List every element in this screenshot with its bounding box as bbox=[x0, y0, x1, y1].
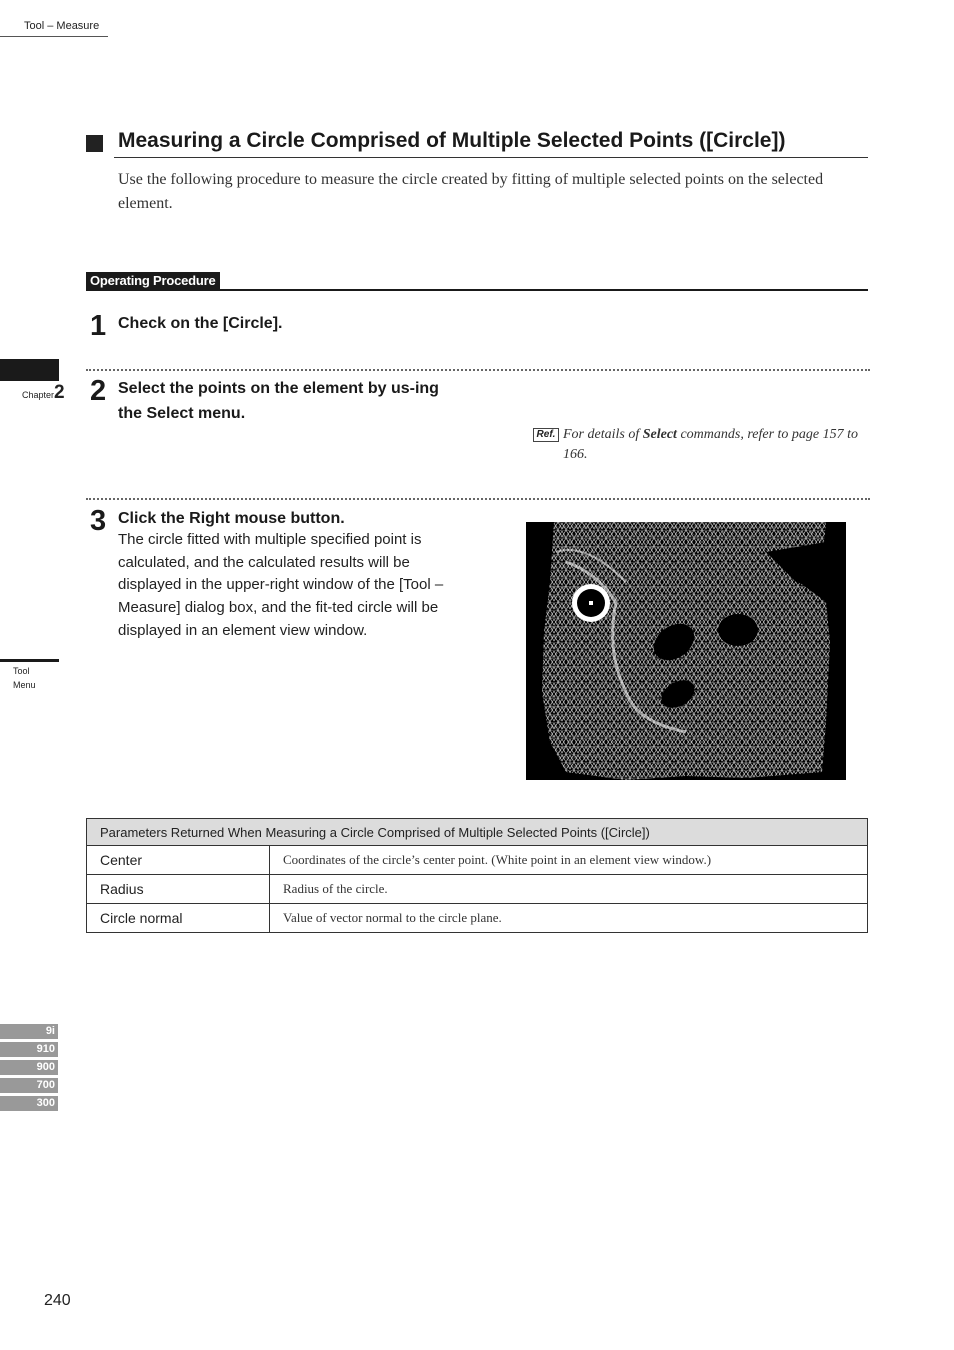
chapter-word: Chapter bbox=[22, 390, 55, 400]
step-2-title: Select the points on the element by us-ing the Select menu. bbox=[118, 380, 439, 422]
table-header: Parameters Returned When Measuring a Circle Comprised of Multiple Selected Points ([Circle]) bbox=[87, 819, 868, 846]
parameters-table bbox=[86, 818, 868, 933]
model-tab-910: 910 bbox=[0, 1042, 58, 1057]
param-desc: Coordinates of the circle’s center point. (White point in an element view window.) bbox=[270, 846, 868, 875]
tool-menu-line-2: Menu bbox=[13, 680, 36, 690]
param-name: Circle normal bbox=[87, 904, 270, 933]
chapter-label bbox=[22, 382, 65, 404]
param-desc: Radius of the circle. bbox=[270, 875, 868, 904]
chapter-tab bbox=[0, 359, 59, 381]
section-rule bbox=[114, 157, 868, 158]
mesh-figure bbox=[526, 522, 846, 780]
tool-menu-bar bbox=[0, 659, 59, 662]
table-row bbox=[87, 904, 868, 933]
step-3-body: The circle fitted with multiple specified point is calculated, and the calculated results will be displayed in the upper-right window of the [Tool – Measure] dialog box, and the fit-ted circle will be displayed in an element view window. bbox=[118, 531, 444, 639]
param-desc: Value of vector normal to the circle plane. bbox=[270, 904, 868, 933]
model-tab-700: 700 bbox=[0, 1078, 58, 1093]
model-tabs bbox=[0, 1024, 58, 1114]
running-header: Tool – Measure bbox=[24, 20, 100, 32]
page-number: 240 bbox=[44, 1292, 71, 1309]
section-title: Measuring a Circle Comprised of Multiple Selected Points ([Circle]) bbox=[118, 129, 786, 152]
ref-note-bold: Select bbox=[642, 427, 677, 442]
step-divider bbox=[86, 498, 870, 500]
section-marker-icon bbox=[86, 135, 103, 152]
model-tab-900: 900 bbox=[0, 1060, 58, 1075]
tool-menu-label bbox=[13, 664, 36, 692]
step-3-number: 3 bbox=[90, 505, 106, 537]
ref-icon: Ref. bbox=[533, 428, 559, 442]
model-tab-300: 300 bbox=[0, 1096, 58, 1111]
ref-note-pre: For details of bbox=[563, 427, 643, 442]
step-1-number: 1 bbox=[90, 310, 106, 342]
table-row bbox=[87, 875, 868, 904]
tool-menu-line-1: Tool bbox=[13, 666, 30, 676]
param-name: Radius bbox=[87, 875, 270, 904]
step-divider bbox=[86, 369, 870, 371]
intro-paragraph: Use the following procedure to measure the circle created by fitting of multiple selected points on the selected element. bbox=[118, 171, 824, 212]
chapter-number: 2 bbox=[54, 382, 65, 403]
param-name: Center bbox=[87, 846, 270, 875]
procedure-rule bbox=[86, 289, 868, 291]
step-1-title: Check on the [Circle]. bbox=[118, 315, 283, 332]
table-header-row bbox=[87, 819, 868, 846]
mesh-hole bbox=[718, 614, 758, 646]
ref-note-post: commands, refer to page 157 to 166. bbox=[563, 427, 859, 462]
step-3-title: Click the Right mouse button. bbox=[118, 510, 345, 527]
procedure-label: Operating Procedure bbox=[86, 272, 220, 290]
ref-note bbox=[563, 425, 873, 465]
running-header-rule bbox=[0, 36, 108, 37]
model-tab-9i: 9i bbox=[0, 1024, 58, 1039]
step-2-number: 2 bbox=[90, 375, 106, 407]
circle-center-point bbox=[589, 601, 593, 605]
table-row bbox=[87, 846, 868, 875]
